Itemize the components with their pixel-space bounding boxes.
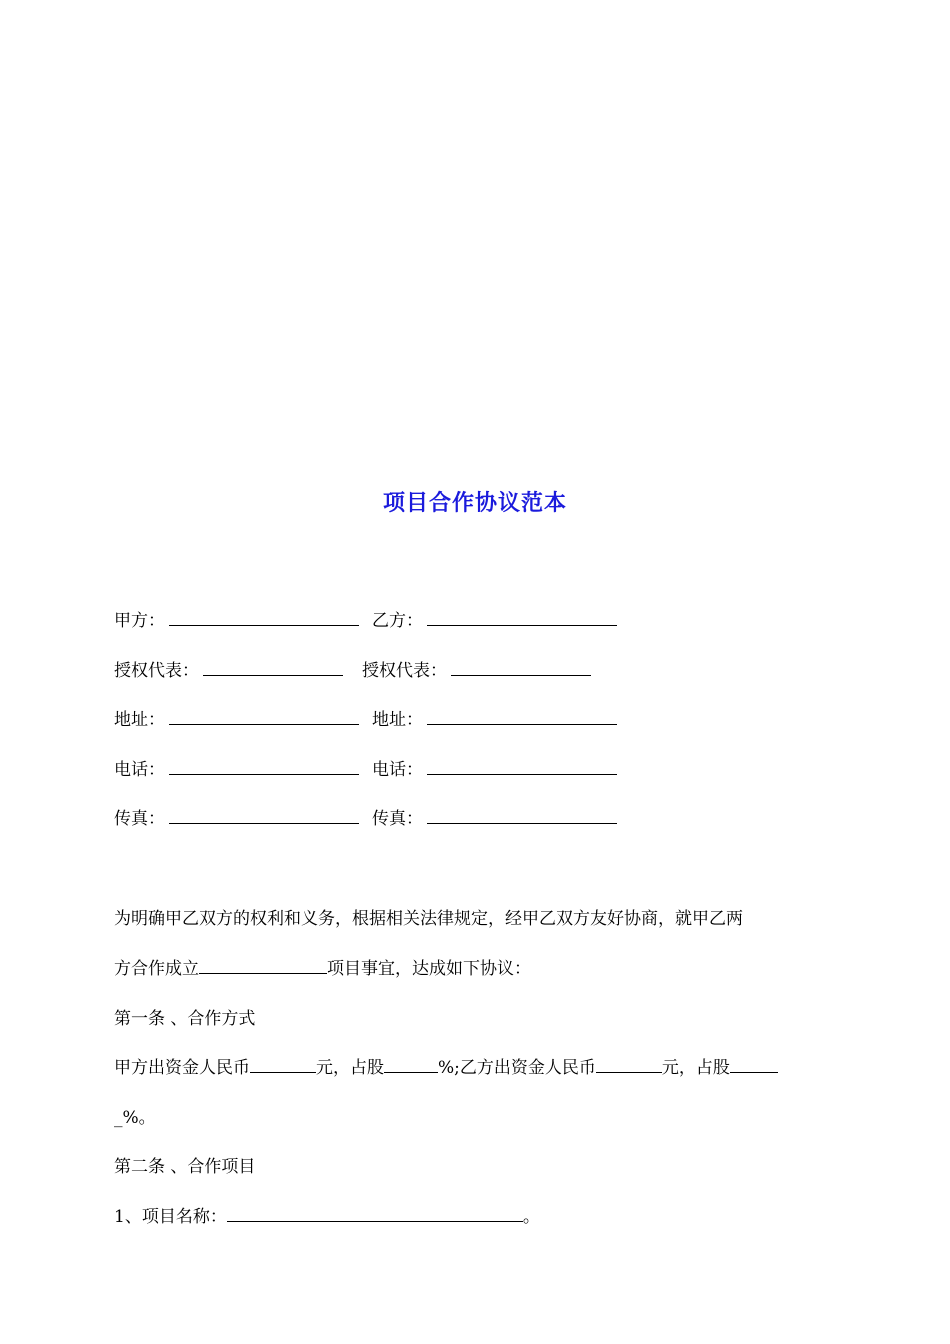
party-b-address-field [372, 708, 617, 732]
party-b-representative-blank[interactable] [451, 659, 591, 676]
party-a-phone-field [114, 758, 359, 782]
party-a-representative-label: 授权代表： [114, 661, 199, 681]
party-a-capital-blank[interactable] [250, 1056, 316, 1073]
document-title: 项目合作协议范本 [382, 491, 567, 516]
article-2-item-1 [114, 1205, 836, 1229]
project-name-blank[interactable] [199, 957, 327, 974]
party-a-field [114, 609, 359, 633]
party-a-phone-blank[interactable] [169, 758, 359, 775]
party-b-phone-field [372, 758, 617, 782]
party-a-representative-field [114, 659, 343, 683]
party-a-fax-label: 传真： [114, 809, 165, 829]
party-a-label: 甲方： [114, 611, 165, 631]
article-1-line-2: _%。 [114, 1108, 156, 1128]
article-1-text-c: %;乙方出资金人民币 [438, 1058, 596, 1078]
party-b-share-blank[interactable] [730, 1056, 778, 1073]
party-b-address-blank[interactable] [427, 708, 617, 725]
intro-line-2-prefix: 方合作成立 [114, 959, 199, 979]
party-a-fax-field [114, 807, 359, 831]
party-b-fax-label: 传真： [372, 809, 423, 829]
party-b-phone-label: 电话： [372, 760, 423, 780]
party-b-blank[interactable] [427, 609, 617, 626]
intro-line-2-suffix: 项目事宜，达成如下协议： [327, 959, 531, 979]
party-b-capital-blank[interactable] [596, 1056, 662, 1073]
party-a-address-label: 地址： [114, 710, 165, 730]
item-1-label: 1、项目名称： [114, 1207, 227, 1227]
item-1-project-name-blank[interactable] [227, 1205, 523, 1222]
article-1-line-1 [114, 1056, 836, 1080]
party-b-field [372, 609, 617, 633]
party-b-phone-blank[interactable] [427, 758, 617, 775]
party-b-representative-field [362, 659, 591, 683]
article-1-text-a: 甲方出资金人民币 [114, 1058, 250, 1078]
party-a-representative-blank[interactable] [203, 659, 343, 676]
party-a-fax-blank[interactable] [169, 807, 359, 824]
party-a-address-blank[interactable] [169, 708, 359, 725]
party-b-address-label: 地址： [372, 710, 423, 730]
party-a-share-blank[interactable] [384, 1056, 438, 1073]
intro-line-2 [114, 957, 836, 981]
article-2-heading: 第二条 、合作项目 [114, 1157, 256, 1177]
item-1-end: 。 [522, 1207, 540, 1227]
party-b-label: 乙方： [372, 611, 423, 631]
party-b-fax-blank[interactable] [427, 807, 617, 824]
article-1-text-b: 元，占股 [316, 1058, 384, 1078]
party-a-phone-label: 电话： [114, 760, 165, 780]
party-a-address-field [114, 708, 359, 732]
party-a-blank[interactable] [169, 609, 359, 626]
intro-line-1: 为明确甲乙双方的权利和义务，根据相关法律规定，经甲乙双方友好协商，就甲乙两 [114, 909, 743, 929]
party-b-fax-field [372, 807, 617, 831]
article-1-text-d: 元，占股 [661, 1058, 730, 1078]
party-b-representative-label: 授权代表： [362, 661, 447, 681]
article-1-heading: 第一条 、合作方式 [114, 1009, 256, 1029]
